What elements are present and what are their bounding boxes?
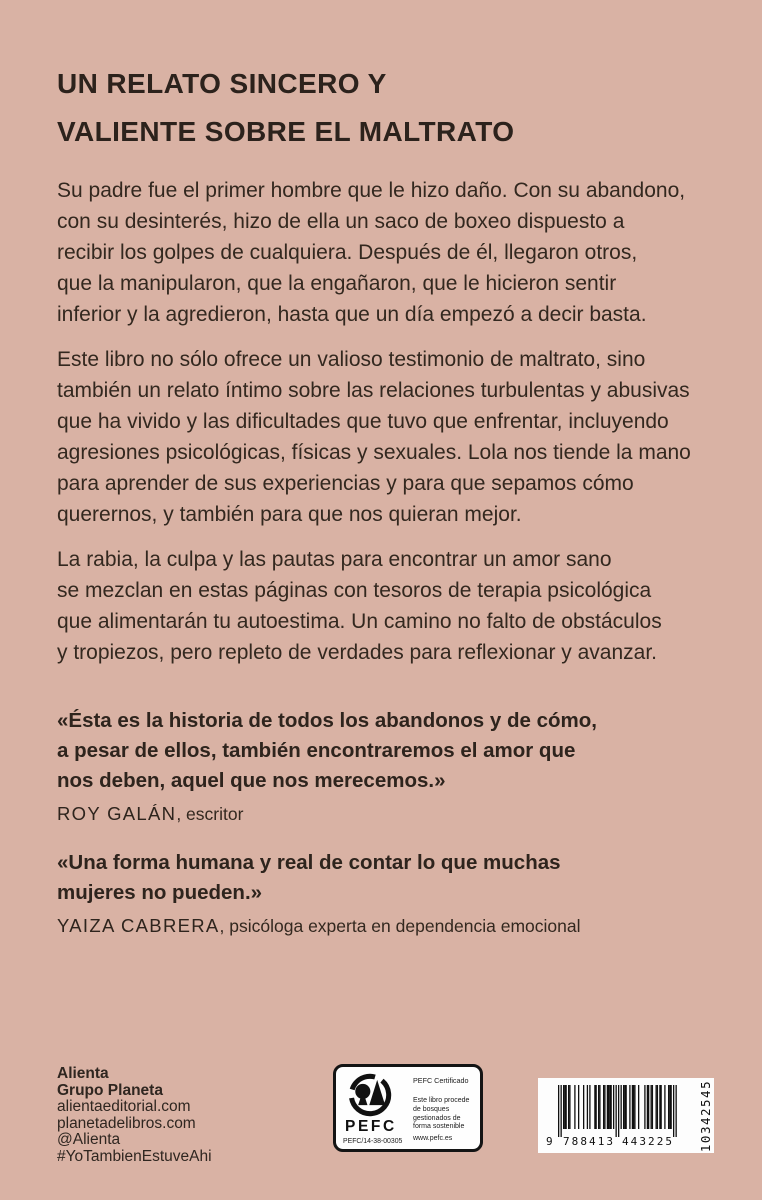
synopsis-paragraph-1 xyxy=(57,175,717,330)
isbn-group-2: 443225 xyxy=(622,1135,672,1148)
quote-attribution-1 xyxy=(57,803,717,825)
pefc-logo-icon xyxy=(347,1072,393,1118)
quote-line: a pesar de ellos, también encontraremos el amor que xyxy=(57,739,576,762)
barcode-icon xyxy=(546,1083,683,1148)
book-tagline-title xyxy=(57,60,717,156)
title-line-2: VALIENTE SOBRE EL MALTRATO xyxy=(57,116,515,147)
product-code-vertical: 10342545 xyxy=(698,1079,713,1152)
publisher-info-block xyxy=(57,1066,212,1166)
publisher-social-handle: @Alienta xyxy=(57,1131,121,1149)
quote-line: «Una forma humana y real de contar lo que muchas xyxy=(57,851,561,874)
quote-line: nos deben, aquel que nos merecemos.» xyxy=(57,769,446,792)
press-quote-1 xyxy=(57,706,717,825)
publisher-group: Grupo Planeta xyxy=(57,1081,163,1099)
quote-line: «Ésta es la historia de todos los abandonos y de cómo, xyxy=(57,709,597,732)
synopsis-line: también un relato íntimo sobre las relaciones turbulentas y abusivas xyxy=(57,379,690,402)
synopsis-line: recibir los golpes de cualquiera. Después de él, llegaron otros, xyxy=(57,241,638,264)
synopsis-line: La rabia, la culpa y las pautas para encontrar un amor sano xyxy=(57,548,612,571)
pefc-certified-text: PEFC Certificado xyxy=(413,1076,469,1085)
synopsis-line: que ha vivido y las dificultades que tuvo que enfrentar, incluyendo xyxy=(57,410,669,433)
barcode-box xyxy=(538,1078,714,1153)
quote-author: ROY GALÁN xyxy=(57,803,177,824)
pefc-website: www.pefc.es xyxy=(413,1135,453,1142)
pefc-description: Este libro procede de bosques gestionados de forma sostenible xyxy=(413,1097,470,1131)
synopsis-line: con su desinterés, hizo de ella un saco de boxeo dispuesto a xyxy=(57,210,625,233)
quote-line: mujeres no pueden.» xyxy=(57,881,263,904)
publisher-website-1: alientaeditorial.com xyxy=(57,1098,191,1116)
press-quote-2 xyxy=(57,848,717,937)
quote-author-role: , psicóloga experta en dependencia emocional xyxy=(219,916,581,936)
pefc-label: PEFC xyxy=(345,1118,397,1135)
synopsis-line: querernos, y también para que nos quieran mejor. xyxy=(57,503,522,526)
quote-author: YAIZA CABRERA xyxy=(57,915,220,936)
title-line-1: UN RELATO SINCERO Y xyxy=(57,68,387,99)
publisher-website-2: planetadelibros.com xyxy=(57,1114,196,1132)
quote-attribution-2 xyxy=(57,915,717,937)
synopsis-line: y tropiezos, pero repleto de verdades para reflexionar y avanzar. xyxy=(57,641,658,664)
synopsis-line: Este libro no sólo ofrece un valioso testimonio de maltrato, sino xyxy=(57,348,646,371)
synopsis-paragraph-2 xyxy=(57,344,717,530)
quote-author-role: , escritor xyxy=(176,804,244,824)
isbn-group-1: 788413 xyxy=(563,1135,613,1148)
isbn-prefix-digit: 9 xyxy=(546,1135,553,1148)
pefc-certificate-code: PEFC/14-38-00305 xyxy=(343,1138,403,1145)
synopsis-line: que la manipularon, que la engañaron, que le hicieron sentir xyxy=(57,272,617,295)
publisher-name: Alienta xyxy=(57,1065,109,1082)
synopsis-paragraph-3 xyxy=(57,544,717,668)
synopsis-line: agresiones psicológicas, físicas y sexuales. Lola nos tiende la mano xyxy=(57,441,691,464)
pefc-certification-box xyxy=(333,1064,483,1152)
synopsis-line: para aprender de sus experiencias y para que sepamos cómo xyxy=(57,472,634,495)
synopsis-line: Su padre fue el primer hombre que le hizo daño. Con su abandono, xyxy=(57,179,686,202)
cover-text-content xyxy=(57,60,717,937)
synopsis-line: se mezclan en estas páginas con tesoros de terapia psicológica xyxy=(57,579,652,602)
book-hashtag: #YoTambienEstuveAhi xyxy=(57,1147,212,1165)
synopsis-line: que alimentarán tu autoestima. Un camino no falto de obstáculos xyxy=(57,610,662,633)
synopsis-line: inferior y la agredieron, hasta que un día empezó a decir basta. xyxy=(57,303,647,326)
